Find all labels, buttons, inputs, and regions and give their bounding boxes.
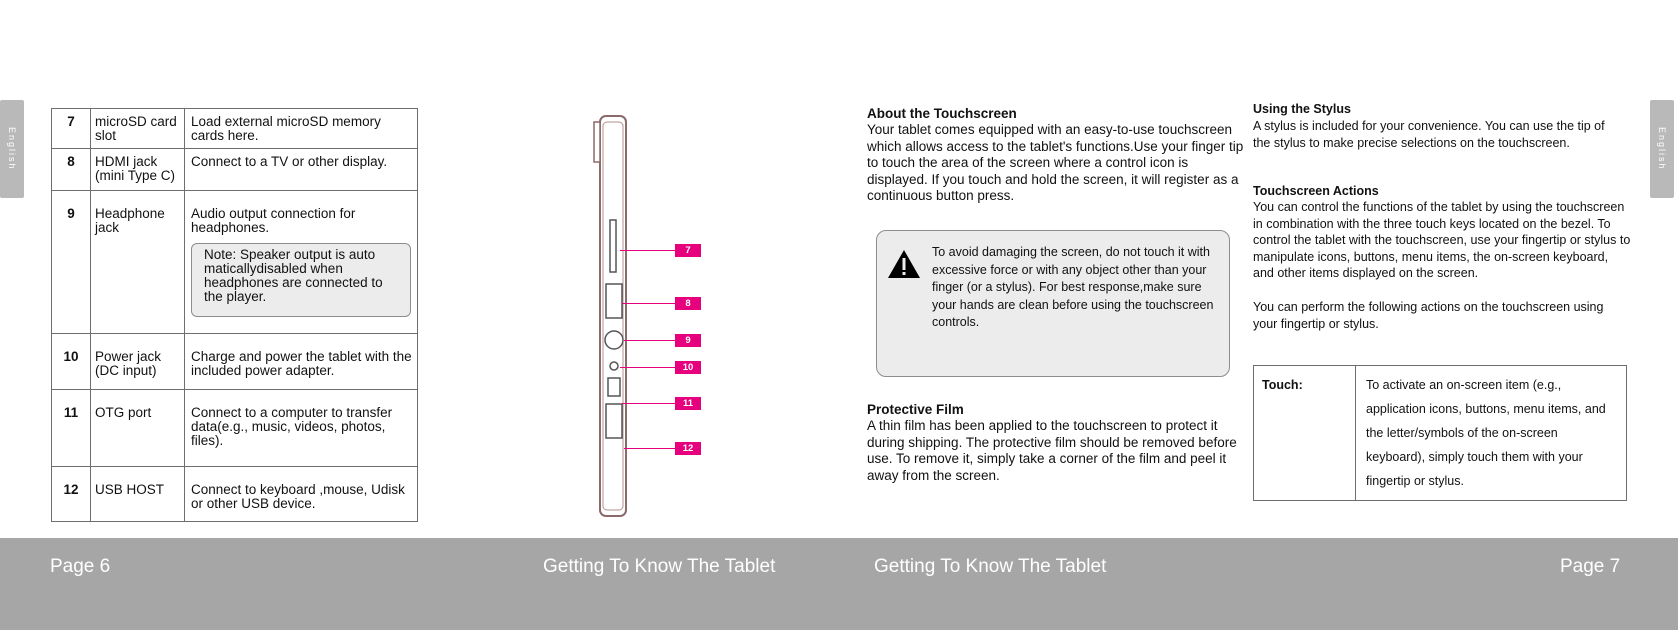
port-description-cell — [185, 191, 418, 334]
left-section-title: Getting To Know The Tablet — [543, 556, 776, 577]
touchscreen-body: Your tablet comes equipped with an easy-to-use touchscreen which allows access to the tablet's functions.Use your finger tip to touch the area of the screen where a control icon is displayed. If you touch and hold the screen, it will register as a continuous button press. — [867, 122, 1244, 204]
row-number: 8 — [52, 149, 91, 191]
tablet-side-illustration — [570, 110, 660, 522]
table-row — [52, 149, 418, 191]
warning-triangle-icon — [887, 249, 921, 279]
callout-line — [620, 367, 675, 368]
callout-label: 11 — [675, 397, 701, 410]
table-row — [52, 109, 418, 149]
actions-body: You can control the functions of the tablet by using the touchscreen in combination with the three touch keys located on the bezel. To control the tablet with the touchscreen, use your fingertip or stylus to manipulate icons, buttons, menu items, the on-screen keyboard, and other items displayed on the screen. — [1253, 200, 1631, 281]
left-page-number: Page 6 — [50, 556, 111, 577]
headphone-jack-icon — [605, 331, 623, 349]
port-name: USB HOST — [91, 467, 185, 522]
callout-line — [624, 448, 675, 449]
action-label: Touch: — [1254, 366, 1356, 501]
language-tab-right — [1650, 100, 1674, 198]
hdmi-port-icon — [606, 284, 622, 318]
action-description: To activate an on-screen item (e.g., application icons, buttons, menu items, and the letter/symbols of the on-screen keyboard), simply touch them with your fingertip or stylus. — [1356, 366, 1627, 501]
language-tab-left — [0, 100, 24, 198]
protective-film-body: A thin film has been applied to the touchscreen to protect it during shipping. The protective film should be removed before use. To remove it, simply take a corner of the film and peel it away from the screen. — [867, 418, 1237, 483]
callout-line — [620, 250, 675, 251]
right-section-title: Getting To Know The Tablet — [874, 556, 1107, 577]
warning-text: To avoid damaging the screen, do not touch it with excessive force or with any object other than your finger (or a stylus). For best response,make sure your hands are clean before using the touchscreen controls. — [932, 245, 1214, 330]
table-row — [52, 467, 418, 522]
callout-line — [624, 340, 675, 341]
protective-film-heading: Protective Film — [867, 402, 964, 417]
table-row — [52, 390, 418, 467]
row-number: 10 — [52, 334, 91, 390]
callout-label: 12 — [675, 442, 701, 455]
table-row — [52, 334, 418, 390]
usb-host-port-icon — [606, 404, 622, 438]
row-number: 11 — [52, 390, 91, 467]
port-name: HDMI jack (mini Type C) — [91, 149, 185, 191]
row-number: 12 — [52, 467, 91, 522]
callout-label: 7 — [675, 244, 701, 257]
port-name: microSD card slot — [91, 109, 185, 149]
power-jack-icon — [610, 362, 618, 370]
language-tab-label: English — [1657, 127, 1667, 171]
port-description: Connect to a computer to transfer data(e.g., music, videos, photos, files). — [185, 390, 418, 467]
row-number: 7 — [52, 109, 91, 149]
row-number: 9 — [52, 191, 91, 334]
actions-heading: Touchscreen Actions — [1253, 184, 1379, 198]
port-name: Headphone jack — [91, 191, 185, 334]
port-name: Power jack (DC input) — [91, 334, 185, 390]
table-row — [1254, 366, 1627, 501]
warning-box — [876, 230, 1230, 377]
actions-body-2: You can perform the following actions on the touchscreen using your fingertip or stylus. — [1253, 300, 1604, 331]
port-description: Connect to keyboard ,mouse, Udisk or other USB device. — [185, 467, 418, 522]
callout-line — [622, 303, 675, 304]
table-row — [52, 191, 418, 334]
port-description: Connect to a TV or other display. — [185, 149, 418, 191]
port-name: OTG port — [91, 390, 185, 467]
language-tab-label: English — [7, 127, 17, 171]
speaker-note: Note: Speaker output is auto maticallydisabled when headphones are connected to the player. — [191, 243, 411, 317]
port-description: Audio output connection for headphones. — [191, 206, 356, 235]
stylus-heading: Using the Stylus — [1253, 102, 1351, 116]
port-description: Charge and power the tablet with the included power adapter. — [185, 334, 418, 390]
callout-label: 10 — [675, 361, 701, 374]
port-spec-table — [51, 108, 418, 522]
page-footer — [0, 538, 1678, 630]
otg-port-icon — [608, 378, 620, 396]
callout-label: 8 — [675, 297, 701, 310]
touchscreen-heading: About the Touchscreen — [867, 106, 1017, 121]
touch-actions-table — [1253, 365, 1627, 501]
microsd-slot-icon — [610, 220, 616, 272]
callout-label: 9 — [675, 334, 701, 347]
right-page-number: Page 7 — [1560, 556, 1621, 577]
port-description: Load external microSD memory cards here. — [185, 109, 418, 149]
callout-line — [622, 403, 675, 404]
stylus-body: A stylus is included for your convenience. You can use the tip of the stylus to make precise selections on the touchscreen. — [1253, 119, 1605, 150]
